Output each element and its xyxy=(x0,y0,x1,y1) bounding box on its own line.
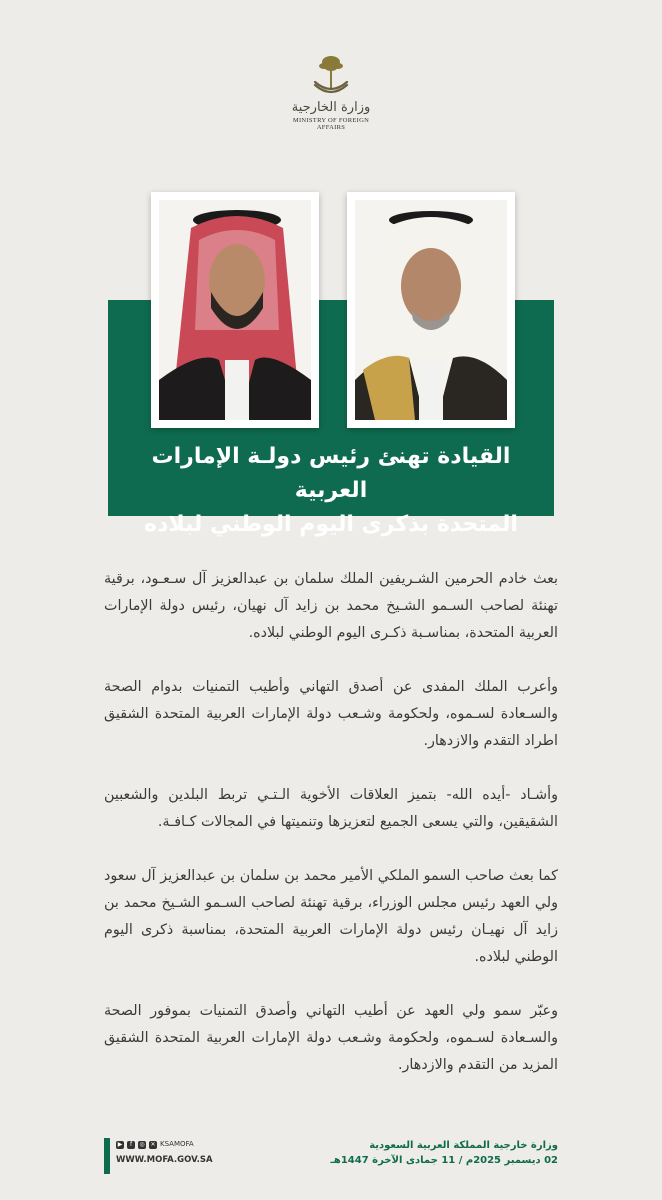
ministry-full-name: وزارة خارجية المملكة العربية السعودية xyxy=(369,1140,558,1151)
portrait-image xyxy=(159,200,311,420)
crown-prince-photo xyxy=(151,192,319,428)
youtube-icon[interactable]: ▶ xyxy=(117,1140,123,1148)
saudi-emblem-icon xyxy=(309,52,353,98)
article-body xyxy=(104,566,558,1106)
ministry-logo xyxy=(281,52,381,152)
ministry-name-en: MINISTRY OF FOREIGN AFFAIRS xyxy=(292,117,370,131)
facebook-icon[interactable]: f xyxy=(127,1141,135,1149)
paragraph: كما بعث صاحب السمو الملكي الأمير محمد بن سلمان بن عبدالعزيز آل سعود ولي العهد رئيس مجلس الوزراء، برقية تهنئة لصاحب السـمو الشـيخ محمد بن زايد آل نهيـان رئيس دولة الإمارات العربية المتحدة، بمناسبة ذكرى اليوم الوطني لبلاده. xyxy=(104,868,558,965)
paragraph: بعث خادم الحرمين الشـريفين الملك سلمان بن عبدالعزيز آل سـعـود، برقية تهنئة لصاحب السـمو الشـيخ محمد بن زايد آل نهيان، رئيس دولة الإمارات العربية المتحدة، بمناسـبة ذكـرى اليوم الوطني لبلاده. xyxy=(104,571,558,641)
headline xyxy=(118,440,544,542)
social-icons xyxy=(116,1138,213,1151)
headline-line-2: المتحدة بذكرى اليوم الوطني لبلاده xyxy=(144,512,518,537)
publish-date: 02 ديسمبر 2025م / 11 جمادى الآخرة 1447هـ xyxy=(330,1155,558,1166)
social-handle[interactable]: KSAMOFA xyxy=(160,1140,194,1148)
instagram-icon[interactable]: ◎ xyxy=(139,1140,145,1148)
paragraph: وأشـاد -أيده الله- بتميز العلاقات الأخوية الـتـي تربط البلدين والشعبين الشقيقين، والتي يسعى الجميع لتعزيزها وتنميتها في المجالات كـافـة. xyxy=(104,787,558,830)
footer xyxy=(104,1138,558,1174)
ministry-name-ar: وزارة الخارجية xyxy=(291,100,371,115)
footer-contact xyxy=(104,1138,213,1174)
paragraph: وأعرب الملك المفدى عن أصدق التهاني وأطيب التمنيات بدوام الصحة والسـعادة لسـموه، ولحكومة وشـعب دولة الإمارات العربية المتحدة الشقيق اطراد التقدم والازدهار. xyxy=(104,679,558,749)
website-link[interactable]: WWW.MOFA.GOV.SA xyxy=(116,1155,213,1165)
headline-line-1: القيادة تهنئ رئيس دولـة الإمارات العربية xyxy=(151,444,511,503)
portrait-image xyxy=(355,200,507,420)
x-icon[interactable]: ✕ xyxy=(150,1140,156,1148)
footer-dateline xyxy=(330,1138,558,1168)
king-photo xyxy=(347,192,515,428)
footer-accent-bar xyxy=(104,1138,110,1174)
paragraph: وعبّر سمو ولي العهد عن أطيب التهاني وأصدق التمنيات بموفور الصحة والسـعادة لسـموه، ولحكومة وشـعب دولة الإمارات العربية المتحدة الشقيق المزيد من التقدم والازدهار. xyxy=(104,1003,558,1073)
